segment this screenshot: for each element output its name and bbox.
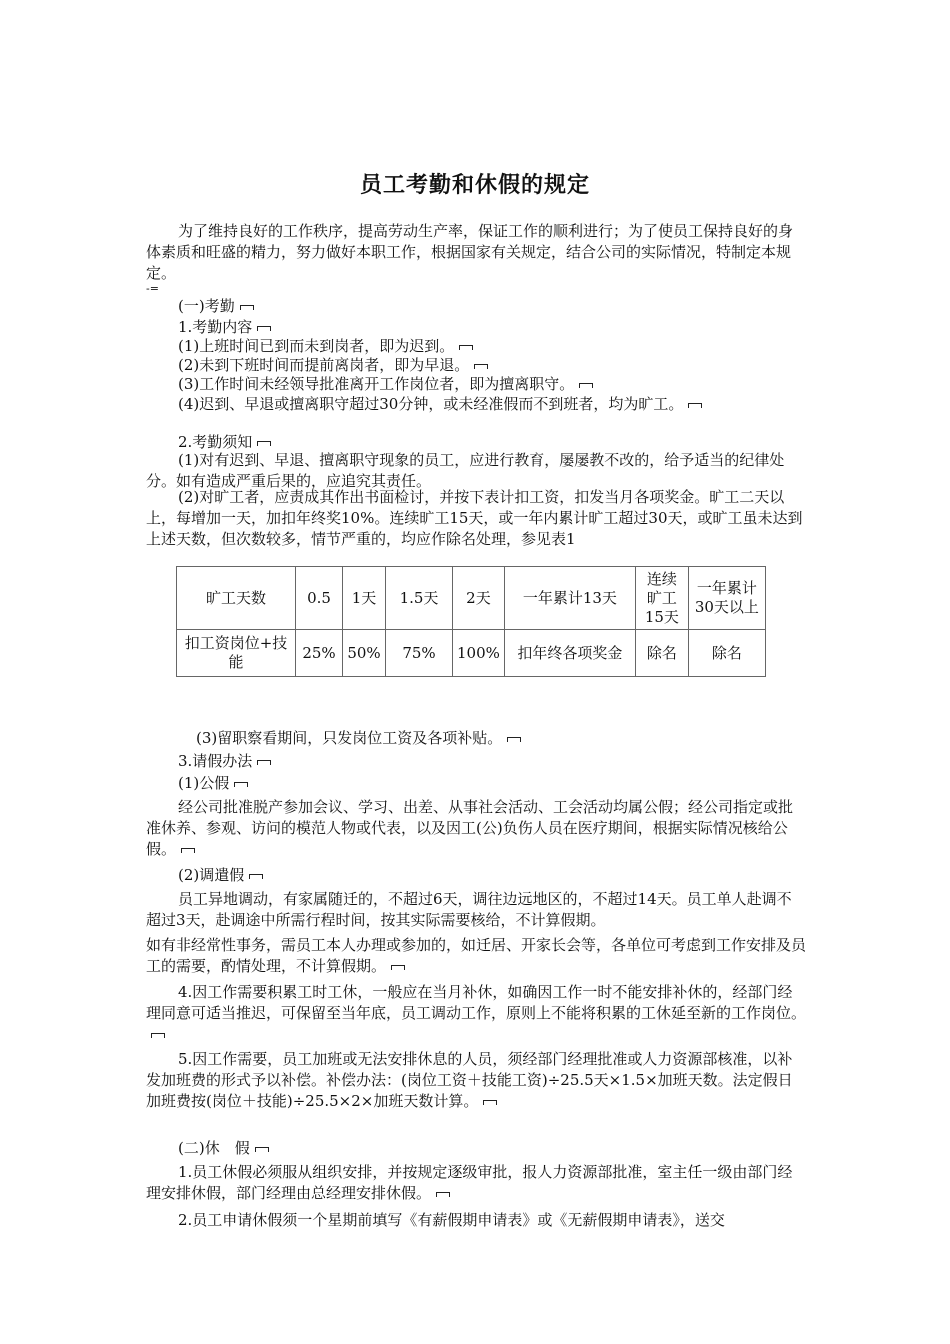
- table-cell: 25%: [296, 630, 343, 677]
- attendance-item-5: 5.因工作需要，员工加班或无法安排休息的人员，须经部门经理批准或人力资源部核准，以补发加班费的形式予以补偿。补偿办法：(岗位工资＋技能工资)÷25.5天×1.5×加班天数。法定假日加班费按(岗位＋技能)÷25.5×2×加班天数计算。: [146, 1050, 793, 1110]
- separator-mark: -=: [146, 282, 159, 295]
- table-cell: 1天: [343, 567, 386, 630]
- note-2: (2)对旷工者，应责成其作出书面检讨，并按下表计扣工资，扣发当月各项奖金。旷工二天以上，每增加一天，加扣年终奖10%。连续旷工15天，或一年内累计旷工超过30天，或旷工虽未达到上述天数，但次数较多，情节严重的，均应作除名处理，参见表1: [146, 488, 803, 548]
- intro-paragraph: 为了维持良好的工作秩序，提高劳动生产率，保证工作的顺利进行；为了使员工保持良好的身体素质和旺盛的精力，努力做好本职工作，根据国家有关规定，结合公司的实际情况，特制定本规定。: [146, 222, 794, 282]
- table-cell: 1.5天: [386, 567, 453, 630]
- absence-table: [176, 566, 766, 677]
- transfer-leave-text: 员工异地调动，有家属随迁的，不超过6天，调往边远地区的，不超过14天。员工单人赴调不超过3天，赴调途中所需行程时间，按其实际需要核给，不计算假期。: [146, 890, 792, 929]
- page-title: 员工考勤和休假的规定: [359, 173, 590, 198]
- table-cell: 100%: [453, 630, 505, 677]
- content-item-3: (3)工作时间未经领导批准离开工作岗位者，即为擅离职守。: [146, 374, 806, 395]
- table-cell: 50%: [343, 630, 386, 677]
- table-cell: 2天: [453, 567, 505, 630]
- content-item-4: (4)迟到、早退或擅离职守超过30分钟，或未经准假而不到班者，均为旷工。: [146, 394, 806, 415]
- table-cell: 连续旷工15天: [635, 567, 688, 630]
- vacation-item-1: 1.员工休假必须服从组织安排，并按规定逐级审批，报人力资源部批准，室主任一级由部门经理安排休假，部门经理由总经理安排休假。: [146, 1163, 793, 1202]
- attendance-heading: (一)考勤: [146, 296, 806, 317]
- transfer-leave-heading: (2)调遣假: [146, 865, 806, 886]
- table-cell: 除名: [635, 630, 688, 677]
- vacation-item-2: 2.员工申请休假须一个星期前填写《有薪假期申请表》或《无薪假期申请表》，送交: [178, 1211, 725, 1229]
- table-row: [177, 630, 766, 677]
- content-item-2: (2)未到下班时间而提前离岗者，即为早退。: [146, 355, 806, 376]
- notes-heading: 2.考勤须知: [146, 432, 806, 453]
- leave-heading: 3.请假办法: [146, 751, 806, 772]
- table-cell: 75%: [386, 630, 453, 677]
- note-3: (3)留职察看期间，只发岗位工资及各项补贴。: [146, 728, 806, 749]
- table-cell: 扣年终各项奖金: [504, 630, 635, 677]
- note-1: (1)对有迟到、早退、擅离职守现象的员工，应进行教育，屡屡教不改的，给予适当的纪律处分。如有造成严重后果的，应追究其责任。: [146, 451, 785, 490]
- table-cell: 0.5: [296, 567, 343, 630]
- public-leave-heading: (1)公假: [146, 773, 806, 794]
- attendance-item-4: 4.因工作需要积累工时工休，一般应在当月补休，如确因工作一时不能安排补休的，经部门经理同意可适当推迟，可保留至当年底，员工调动工作，原则上不能将积累的工休延至新的工作岗位。: [146, 982, 806, 1045]
- public-leave-text: 经公司批准脱产参加会议、学习、出差、从事社会活动、工会活动均属公假；经公司指定或批准休养、参观、访问的模范人物或代表，以及因工(公)负伤人员在医疗期间，根据实际情况核给公假。: [146, 798, 794, 858]
- personal-affairs-text: 如有非经常性事务，需员工本人办理或参加的，如迁居、开家长会等，各单位可考虑到工作安排及员工的需要，酌情处理，不计算假期。: [146, 936, 807, 975]
- table-cell: 一年累计13天: [504, 567, 635, 630]
- table-cell: 一年累计30天以上: [688, 567, 765, 630]
- table-cell: 除名: [688, 630, 765, 677]
- vacation-heading: (二)休 假: [146, 1138, 806, 1159]
- table-row: [177, 567, 766, 630]
- table-cell: 扣工资岗位+技能: [177, 630, 296, 677]
- table-cell: 旷工天数: [177, 567, 296, 630]
- content-heading: 1.考勤内容: [146, 317, 806, 338]
- content-item-1: (1)上班时间已到而未到岗者，即为迟到。: [146, 336, 806, 357]
